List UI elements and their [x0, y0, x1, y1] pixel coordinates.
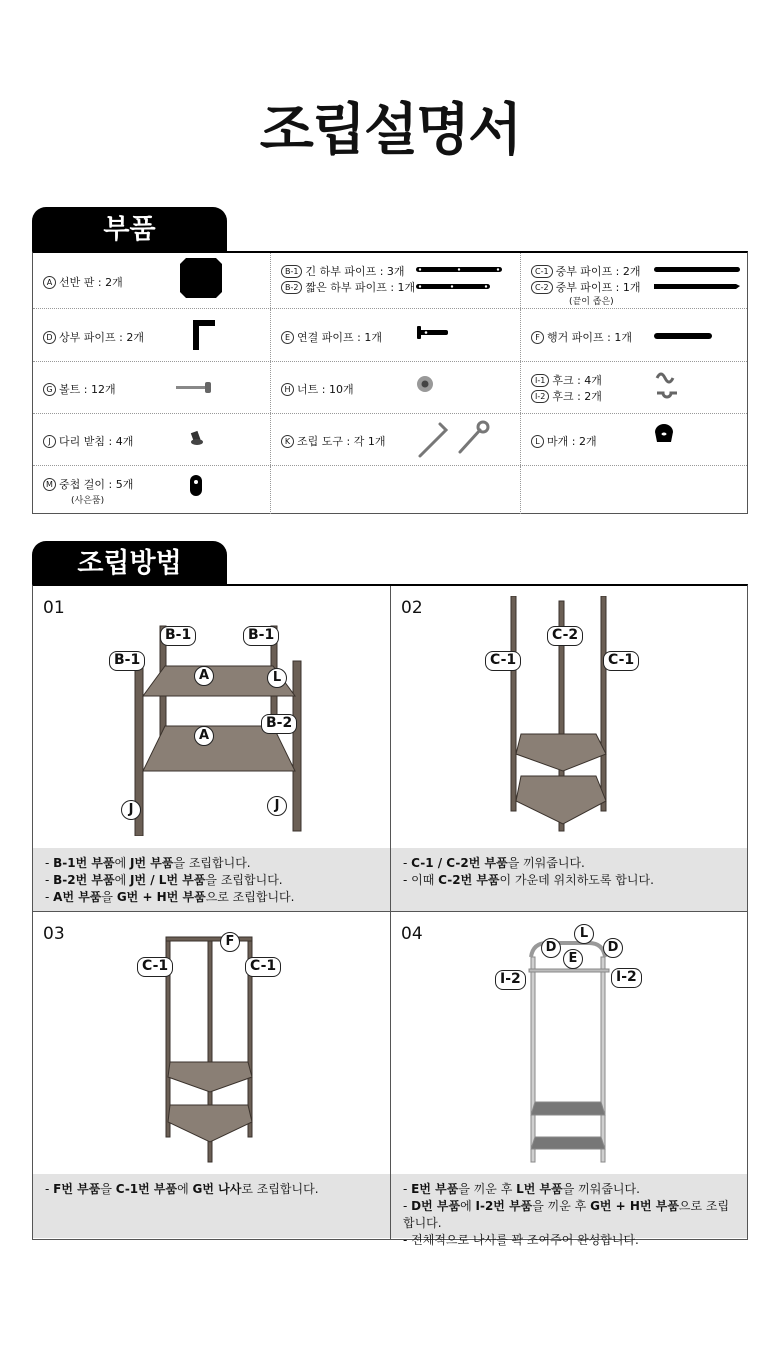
part-tag: E	[563, 949, 583, 969]
part-tag: C-1	[485, 651, 521, 671]
step-description	[33, 848, 390, 911]
description-segment: 을 끼워줍니다.	[562, 1182, 640, 1196]
part-mark: B-1	[281, 265, 302, 278]
part-note: (끝이 좁은)	[569, 297, 614, 307]
description-segment: 로 조립합니다.	[241, 1182, 319, 1196]
part-tag: J	[121, 800, 141, 820]
nut-icon	[417, 376, 433, 392]
cap-icon	[655, 424, 673, 442]
description-segment: J번 부품	[130, 856, 174, 870]
description-line	[403, 855, 735, 872]
description-segment: F번 부품	[53, 1182, 101, 1196]
middle-pipe-icon	[654, 267, 740, 272]
description-segment: 을 조립합니다.	[205, 873, 283, 887]
part-mark: B-2	[281, 281, 302, 294]
description-segment: 을 조립합니다.	[173, 856, 251, 870]
step-description	[33, 1174, 390, 1238]
description-line	[403, 1181, 735, 1198]
part-mark: I-2	[531, 390, 549, 403]
description-line	[45, 855, 378, 872]
hook-icon	[657, 374, 677, 397]
part-tag: I-2	[611, 968, 642, 988]
part-mark: L	[531, 435, 544, 448]
step-02	[391, 586, 747, 912]
description-segment: - 전체적으로 나사를 꽉 조여주어 완성합니다.	[403, 1233, 639, 1247]
step-03	[33, 912, 391, 1239]
description-segment: 을 끼운 후	[532, 1199, 591, 1213]
part-tag: C-1	[137, 957, 173, 977]
step-description	[391, 1174, 747, 1247]
description-segment: B-2번 부품	[53, 873, 115, 887]
description-line	[403, 872, 735, 889]
description-segment: C-2번 부품	[438, 873, 500, 887]
page-title: 조립설명서	[259, 98, 521, 163]
part-mark: C-2	[531, 281, 553, 294]
description-line	[403, 1198, 735, 1232]
description-segment: 에	[114, 856, 131, 870]
step-number: 01	[43, 598, 65, 618]
part-text: 상부 파이프 : 2개	[59, 330, 144, 344]
description-segment: 에	[460, 1199, 476, 1213]
description-segment: E번 부품	[411, 1182, 459, 1196]
part-tag: D	[541, 938, 561, 958]
description-segment: 을 끼워줍니다.	[507, 856, 585, 870]
part-tag: L	[574, 924, 594, 944]
bolt-icon	[176, 382, 211, 393]
part-tag: B-1	[109, 651, 145, 671]
part-text: 중부 파이프 : 2개	[555, 265, 641, 278]
part-text: 연결 파이프 : 1개	[297, 330, 382, 344]
nesting-hook-icon	[190, 475, 202, 496]
description-segment: 을	[101, 890, 117, 904]
part-text: 너트 : 10개	[297, 383, 354, 396]
description-segment: D번 부품	[411, 1199, 461, 1213]
part-text: 조립 도구 : 각 1개	[297, 435, 386, 448]
description-segment: J번 / L번 부품	[130, 873, 206, 887]
description-segment: -	[403, 1199, 412, 1213]
part-tag: A	[194, 726, 214, 746]
description-segment: I-2번 부품	[475, 1199, 533, 1213]
leg-foot-icon	[191, 431, 203, 445]
description-segment: G번 + H번 부품	[590, 1199, 679, 1213]
description-segment: C-1번 부품	[115, 1182, 178, 1196]
step-04	[391, 912, 747, 1247]
description-line	[45, 872, 378, 889]
description-segment: G번 나사	[192, 1182, 242, 1196]
description-segment: 을	[100, 1182, 116, 1196]
part-mark: G	[43, 383, 56, 396]
part-mark: D	[43, 331, 56, 344]
part-mark: J	[43, 435, 56, 448]
part-tag: C-1	[245, 957, 281, 977]
description-segment: 으로 조립합니다.	[205, 890, 295, 904]
part-tag: D	[603, 938, 623, 958]
description-segment: A번 부품	[53, 890, 102, 904]
step-description	[391, 848, 747, 911]
part-tag: I-2	[495, 970, 526, 990]
description-segment: -	[45, 873, 54, 887]
long-lower-pipe-icon	[416, 267, 502, 272]
part-tag: C-1	[603, 651, 639, 671]
narrow-middle-pipe-icon	[654, 284, 740, 289]
step-04-illustration	[521, 937, 621, 1167]
part-tag: C-2	[547, 626, 583, 646]
connecting-pipe-icon	[417, 326, 448, 339]
part-text: 후크 : 4개	[552, 374, 602, 387]
description-segment: -	[45, 856, 54, 870]
description-line	[403, 1232, 735, 1249]
description-segment: -	[403, 856, 412, 870]
part-mark: M	[43, 478, 56, 491]
part-text: 후크 : 2개	[552, 390, 602, 403]
step-number: 04	[401, 924, 423, 944]
part-mark: C-1	[531, 265, 553, 278]
description-segment: -	[403, 1182, 412, 1196]
part-tag: J	[267, 796, 287, 816]
description-segment: -	[45, 890, 54, 904]
part-mark: E	[281, 331, 294, 344]
parts-section-tab: 부품	[32, 207, 227, 251]
description-segment: 에	[177, 1182, 193, 1196]
part-text: 중첩 걸이 : 5개	[59, 478, 134, 491]
assembly-tools-icon	[420, 422, 488, 456]
part-text: 마개 : 2개	[547, 435, 597, 448]
description-segment: -	[45, 1182, 54, 1196]
part-text: 행거 파이프 : 1개	[547, 330, 632, 344]
part-tag: F	[220, 932, 240, 952]
assembly-steps	[32, 584, 748, 1247]
description-segment: 으로 조립합니다.	[403, 1199, 730, 1230]
short-lower-pipe-icon	[416, 284, 490, 289]
description-segment: 에	[114, 873, 131, 887]
part-tag: L	[267, 668, 287, 688]
part-mark: H	[281, 383, 294, 396]
part-mark: K	[281, 435, 294, 448]
step-number: 03	[43, 924, 65, 944]
description-segment: 이 가운데 위치하도록 합니다.	[499, 873, 654, 887]
part-mark: F	[531, 331, 544, 344]
part-text: 볼트 : 12개	[59, 383, 116, 396]
description-segment: G번 + H번 부품	[116, 890, 206, 904]
description-line	[45, 1181, 378, 1198]
step-01	[33, 586, 391, 912]
hanger-pipe-icon	[654, 333, 712, 339]
assembly-section-tab: 조립방법	[32, 541, 227, 585]
part-tag: B-2	[261, 714, 297, 734]
part-tag: B-1	[243, 626, 279, 646]
part-text: 중부 파이프 : 1개	[555, 281, 641, 294]
description-segment: - 이때	[403, 873, 439, 887]
parts-pictures	[0, 0, 780, 520]
part-tag: B-1	[160, 626, 196, 646]
part-note: (사은품)	[71, 496, 105, 506]
shelf-board-icon	[180, 258, 222, 298]
part-text: 짧은 하부 파이프 : 1개	[305, 281, 416, 294]
description-segment: L번 부품	[516, 1182, 563, 1196]
part-mark: I-1	[531, 374, 549, 387]
part-text: 다리 받침 : 4개	[59, 435, 134, 448]
description-segment: 을 끼운 후	[458, 1182, 517, 1196]
part-text: 선반 판 : 2개	[59, 276, 123, 289]
part-mark: A	[43, 276, 56, 289]
description-segment: C-1 / C-2번 부품	[411, 856, 508, 870]
step-number: 02	[401, 598, 423, 618]
description-line	[45, 889, 378, 906]
part-tag: A	[194, 666, 214, 686]
description-segment: B-1번 부품	[53, 856, 115, 870]
part-text: 긴 하부 파이프 : 3개	[305, 265, 405, 278]
upper-pipe-icon	[193, 320, 215, 350]
